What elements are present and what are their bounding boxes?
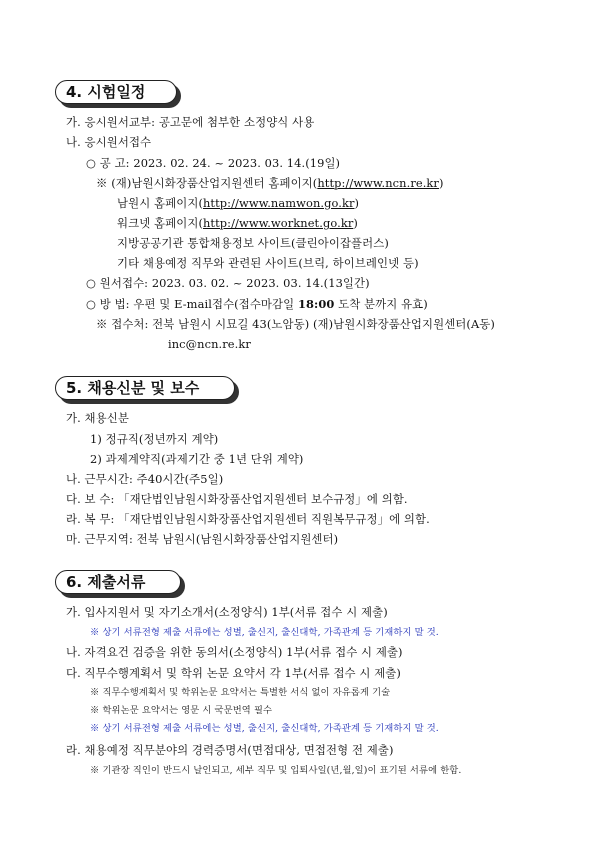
- site2-label: 남원시 홈페이지(: [117, 196, 203, 210]
- sec6-item-c-note1: ※ 직무수행계획서 및 학위논문 요약서는 특별한 서식 없이 자유롭게 기술: [90, 687, 391, 698]
- method-label: ○ 방 법:: [86, 297, 130, 311]
- sec6-item-d-note: ※ 기관장 직인이 반드시 날인되고, 세부 직무 및 입퇴사일(년,월,일)이 표기된 서류에 한함.: [90, 765, 462, 776]
- site1-row: ※ (재)남원시화장품산업지원센터 홈페이지(http://www.ncn.re.kr): [96, 176, 444, 190]
- sec5-item-e: 마. 근무지역: 전북 남원시(남원시화장품산업지원센터): [66, 532, 339, 546]
- method-value-b: 도착 분까지 유효): [338, 297, 428, 311]
- email-row: inc@ncn.re.kr: [168, 337, 251, 351]
- site4-row: 지방공공기관 통합채용정보 사이트(클린아이잡플러스): [117, 236, 389, 250]
- sec6-item-c: 다. 직무수행계획서 및 학위 논문 요약서 각 1부(서류 접수 시 제출): [66, 666, 401, 680]
- sec4-notice-row: [86, 155, 340, 171]
- ncn-link[interactable]: http://www.ncn.re.kr: [317, 176, 439, 190]
- sec5-item-d: 라. 복 무: 「재단법인남원시화장품산업지원센터 직원복무규정」에 의함.: [66, 512, 430, 526]
- method-row: [86, 296, 428, 312]
- site2-row: 남원시 홈페이지(http://www.namwon.go.kr): [117, 196, 360, 210]
- sec6-item-a-note: ※ 상기 서류전형 제출 서류에는 성별, 출신지, 출신대학, 가족관계 등 기재하지 말 것.: [90, 627, 439, 638]
- sec5-item-a1: 1) 정규직(정년까지 계약): [90, 432, 219, 446]
- sec6-item-d: 라. 채용예정 직무분야의 경력증명서(면접대상, 면접전형 전 제출): [66, 743, 394, 757]
- sec6-item-c-note2: ※ 학위논문 요약서는 영문 시 국문번역 필수: [90, 705, 273, 716]
- site5-row: 기타 채용예정 직무와 관련된 사이트(브릭, 하이브레인넷 등): [117, 256, 419, 270]
- site1-label: ※ (재)남원시화장품산업지원센터 홈페이지(: [96, 176, 318, 190]
- sec5-item-c: 다. 보 수: 「재단법인남원시화장품산업지원센터 보수규정」에 의함.: [66, 492, 408, 506]
- sec5-item-b: 나. 근무시간: 주40시간(주5일): [66, 472, 224, 486]
- sec5-item-a2: 2) 과제계약직(과제기간 중 1년 단위 계약): [90, 452, 304, 466]
- sec5-item-a: 가. 채용신분: [66, 411, 129, 425]
- sec6-item-c-note3: ※ 상기 서류전형 제출 서류에는 성별, 출신지, 출신대학, 가족관계 등 기재하지 말 것.: [90, 723, 439, 734]
- section-4-heading: 4. 시험일정: [55, 80, 177, 104]
- worknet-link[interactable]: http://www.worknet.go.kr: [203, 216, 354, 230]
- site3-row: 워크넷 홈페이지(http://www.worknet.go.kr): [117, 216, 358, 230]
- notice-label: ○ 공 고:: [86, 156, 130, 170]
- sec6-item-b: 나. 자격요건 검증을 위한 동의서(소정양식) 1부(서류 접수 시 제출): [66, 645, 403, 659]
- address-row: ※ 접수처: 전북 남원시 시묘길 43(노암동) (재)남원시화장품산업지원센터(A동): [96, 317, 495, 331]
- sec4-item-b: 나. 응시원서접수: [66, 135, 152, 149]
- sec6-item-a: 가. 입사지원서 및 자기소개서(소정양식) 1부(서류 접수 시 제출): [66, 605, 388, 619]
- receipt-row: ○ 원서접수: 2023. 03. 02. ~ 2023. 03. 14.(13일간): [86, 276, 370, 290]
- sec4-item-a: 가. 응시원서교부: 공고문에 첨부한 소정양식 사용: [66, 115, 315, 129]
- notice-value: 2023. 02. 24. ~ 2023. 03. 14.(19일): [133, 156, 341, 170]
- method-value-a: 우편 및 E-mail접수(접수마감일: [133, 297, 295, 311]
- site3-label: 워크넷 홈페이지(: [117, 216, 203, 230]
- method-deadline-time: 18:00: [297, 297, 335, 311]
- section-6-heading: 6. 제출서류: [55, 570, 181, 594]
- section-5-heading: 5. 채용신분 및 보수: [55, 376, 235, 400]
- namwon-link[interactable]: http://www.namwon.go.kr: [203, 196, 355, 210]
